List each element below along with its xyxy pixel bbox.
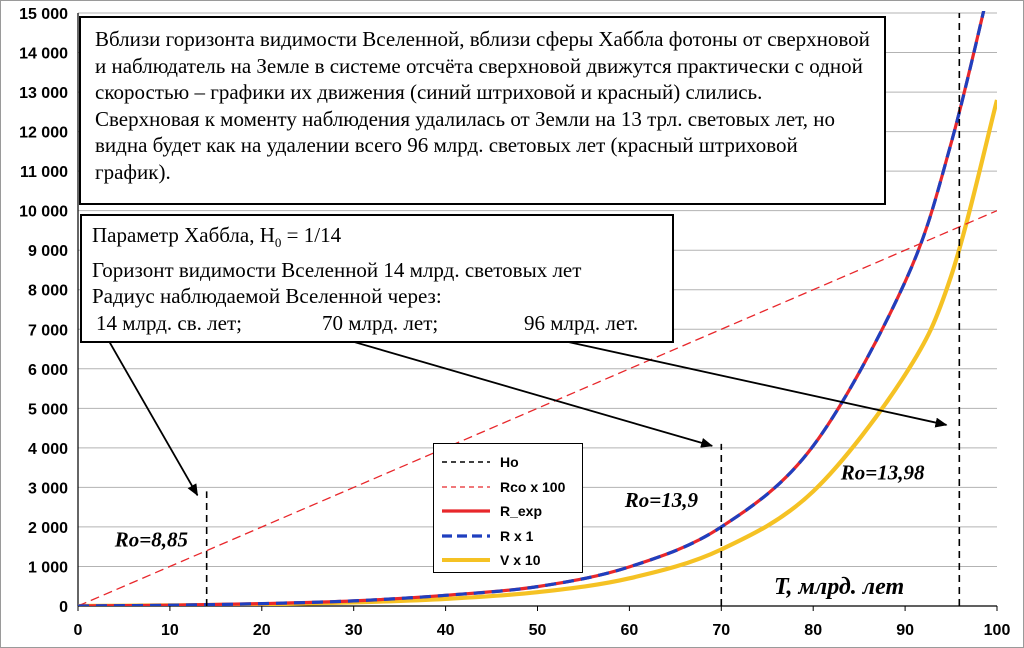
- hubble-parameter-line: [92, 222, 662, 257]
- hubble-parameter-value: = 1/14: [281, 223, 342, 247]
- x-tick-label: 0: [73, 622, 83, 639]
- legend-swatch: [440, 531, 492, 541]
- y-tick-label: 12 000: [19, 124, 68, 142]
- x-tick-label: 20: [252, 622, 271, 639]
- pointer-arrow: [331, 335, 712, 446]
- ro-annotation: Ro=13,98: [840, 460, 925, 485]
- x-tick-label: 50: [528, 622, 547, 639]
- y-tick-label: 7 000: [27, 322, 68, 340]
- y-tick-label: 6 000: [27, 361, 68, 379]
- y-tick-label: 11 000: [19, 164, 68, 182]
- ro-annotation: Ro=13,9: [624, 488, 699, 513]
- note-top-text: Вблизи горизонта видимости Вселенной, вблизи сферы Хаббла фотоны от сверхновой и наблюдатель на Земле в системе отсчёта сверхновой движутся практически с одной скоростью – графики их движения (синий штриховой и красный) слились. Сверхновая к моменту наблюдения удалилась от Земли на 13 трл. световых лет, но видна будет как на удалении всего 96 млрд. световых лет (красный штриховой график).: [95, 27, 870, 184]
- legend-item: [440, 524, 578, 549]
- radius-heading: Радиус наблюдаемой Вселенной через:: [92, 284, 442, 309]
- x-tick-label: 30: [344, 622, 363, 639]
- y-tick-label: 14 000: [19, 45, 68, 63]
- horizon-line: Горизонт видимости Вселенной 14 млрд. световых лет: [92, 257, 582, 282]
- radius-value-14: 14 млрд. св. лет;: [96, 310, 242, 335]
- ro-annotation: Ro=8,85: [114, 527, 188, 552]
- y-tick-label: 0: [59, 599, 68, 616]
- y-tick-label: 2 000: [27, 519, 68, 537]
- x-tick-label: 90: [896, 622, 914, 639]
- note-top-textbox: [79, 16, 886, 205]
- x-axis-title: T, млрд. лет: [774, 574, 905, 600]
- x-tick-label: 80: [804, 622, 823, 639]
- legend-label: R x 1: [500, 527, 534, 544]
- legend-swatch: [440, 506, 492, 516]
- x-tick-label: 70: [712, 622, 731, 639]
- x-tick-label: 60: [620, 622, 639, 639]
- hubble-parameter-prefix: Параметр Хаббла, H: [92, 223, 275, 247]
- y-tick-label: 4 000: [27, 440, 68, 458]
- radius-value-70: 70 млрд. лет;: [322, 310, 439, 335]
- note-params-textbox: [80, 214, 674, 343]
- y-tick-label: 10 000: [19, 203, 68, 221]
- legend-label: R_exp: [500, 503, 543, 520]
- y-tick-label: 9 000: [27, 243, 68, 261]
- y-tick-label: 1 000: [27, 559, 68, 577]
- legend-label: V x 10: [500, 552, 541, 569]
- x-tick-label: 100: [983, 622, 1011, 639]
- legend-item: [440, 475, 578, 500]
- legend: [433, 443, 583, 573]
- legend-item: [440, 450, 578, 475]
- legend-swatch: [440, 555, 492, 565]
- y-tick-label: 15 000: [19, 6, 68, 23]
- y-tick-label: 8 000: [27, 282, 68, 300]
- y-tick-label: 5 000: [27, 401, 68, 419]
- legend-label: Rco x 100: [500, 478, 566, 495]
- y-tick-labels: [19, 6, 68, 616]
- legend-swatch: [440, 457, 492, 467]
- pointer-arrow: [538, 335, 947, 425]
- hubble-parameter-subscript: 0: [274, 235, 282, 251]
- legend-label: Ho: [500, 454, 519, 471]
- legend-item: [440, 548, 578, 573]
- legend-swatch: [440, 482, 492, 492]
- legend-item: [440, 499, 578, 524]
- radius-values-row: [92, 310, 662, 336]
- y-tick-label: 3 000: [27, 480, 68, 498]
- pointer-arrow: [106, 335, 198, 495]
- x-tick-label: 10: [161, 622, 179, 639]
- x-tick-label: 40: [436, 622, 455, 639]
- radius-value-96: 96 млрд. лет.: [524, 310, 639, 335]
- x-tick-labels: [74, 622, 1011, 639]
- y-tick-label: 13 000: [19, 85, 68, 103]
